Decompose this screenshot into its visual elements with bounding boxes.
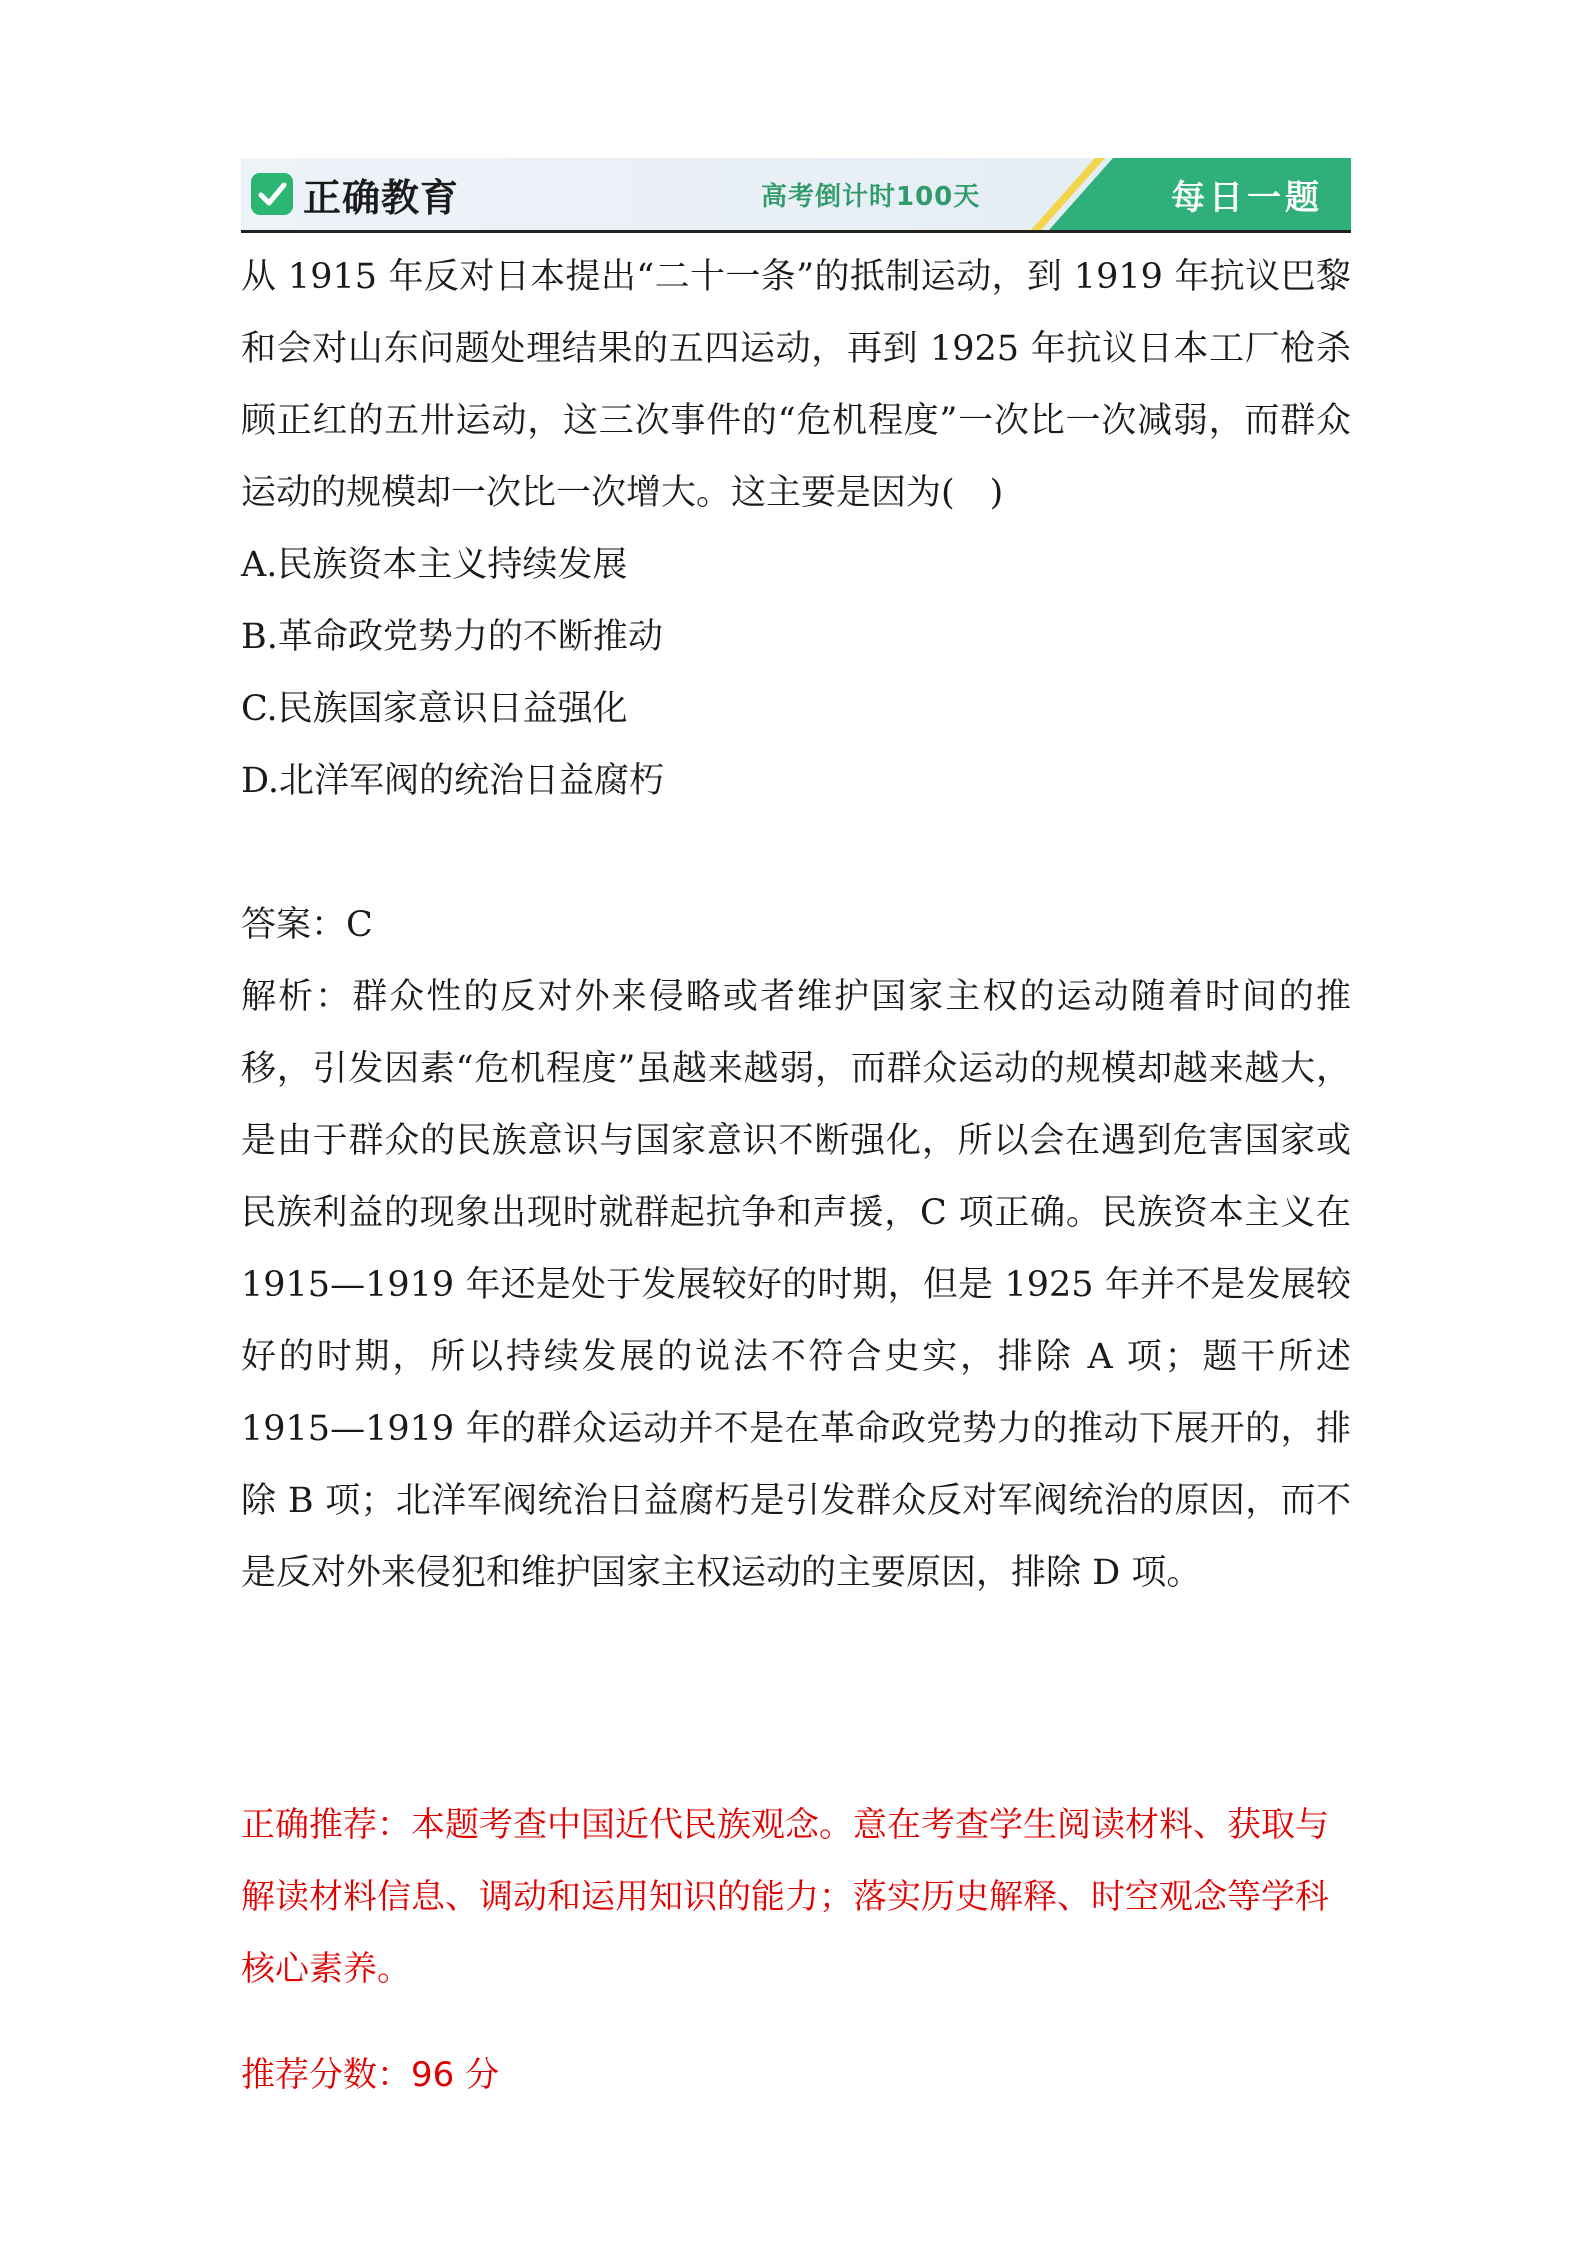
option-a: A.民族资本主义持续发展 bbox=[241, 545, 628, 585]
brand-logo bbox=[251, 170, 459, 218]
document-page bbox=[241, 158, 1351, 2111]
exam-countdown: 高考倒计时100天 bbox=[761, 182, 981, 212]
header-banner bbox=[241, 158, 1351, 233]
check-icon bbox=[251, 173, 293, 215]
answer-options bbox=[241, 529, 1351, 817]
recommendation-text: 正确推荐：本题考查中国近代民族观念。意在考查学生阅读材料、获取与解读材料信息、调动和运用知识的能力；落实历史解释、时空观念等学科核心素养。 bbox=[241, 1805, 1329, 1989]
brand-name: 正确教育 bbox=[303, 175, 460, 220]
option-d: D.北洋军阀的统治日益腐朽 bbox=[241, 761, 664, 801]
question-stem: 从 1915 年反对日本提出“二十一条”的抵制运动，到 1919 年抗议巴黎和会对山东问题处理结果的五四运动，再到 1925 年抗议日本工厂枪杀顾正红的五卅运动，这三次事件的“危机程度”一次比一次减弱，而群众运动的规模却一次比一次增大。这主要是因为( ) bbox=[241, 257, 1351, 513]
answer-line: 答案：C bbox=[241, 905, 373, 945]
analysis-text: 解析：群众性的反对外来侵略或者维护国家主权的运动随着时间的推移，引发因素“危机程度”虽越来越弱，而群众运动的规模却越来越大，是由于群众的民族意识与国家意识不断强化，所以会在遇到危害国家或民族利益的现象出现时就群起抗争和声援，C 项正确。民族资本主义在 1915—1919 年还是处于发展较好的时期，但是 1925 年并不是发展较好的时期，所以持续发展的说法不符合史实，排除 A 项；题干所述 1915—1919 年的群众运动并不是在革命政党势力的推动下展开的，排除 B 项；北洋军阀统治日益腐朽是引发群众反对军阀统治的原因，而不是反对外来侵犯和维护国家主权运动的主要原因，排除 D 项。 bbox=[241, 977, 1351, 1593]
daily-question-label: 每日一题 bbox=[1171, 178, 1323, 218]
option-b: B.革命政党势力的不断推动 bbox=[241, 617, 663, 657]
option-c: C.民族国家意识日益强化 bbox=[241, 689, 628, 729]
recommended-score: 推荐分数：96 分 bbox=[241, 2055, 500, 2095]
